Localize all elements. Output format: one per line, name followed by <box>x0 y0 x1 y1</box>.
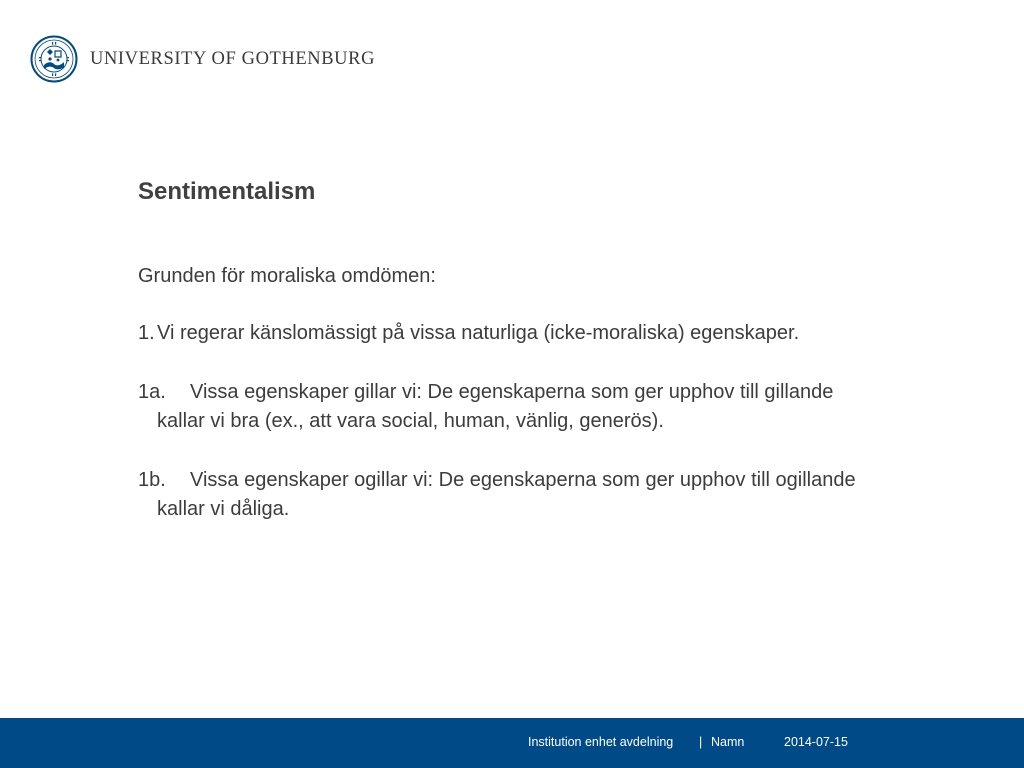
university-name: UNIVERSITY OF GOTHENBURG <box>90 48 376 69</box>
point-text <box>157 466 878 524</box>
point-number: 1a. <box>138 381 166 403</box>
footer-separator: | <box>699 735 703 749</box>
point-text-content: Vissa egenskaper ogillar vi: De egenskaperna som ger upphov till ogillande kallar vi dåliga. <box>157 469 856 520</box>
slide-title: Sentimentalism <box>138 178 316 205</box>
point-1 <box>138 319 878 348</box>
intro-text: Grunden för moraliska omdömen: <box>138 265 436 287</box>
footer-date: 2014-07-15 <box>784 735 848 749</box>
point-1a <box>138 378 878 436</box>
university-seal-icon <box>30 35 78 83</box>
university-logo <box>30 34 375 84</box>
slide-content <box>138 262 878 554</box>
point-number: 1b. <box>138 469 166 491</box>
point-number: 1. <box>138 322 155 344</box>
point-text: Vi regerar känslomässigt på vissa naturliga (icke-moraliska) egenskaper. <box>157 322 800 344</box>
point-text <box>157 378 878 436</box>
footer-bar <box>0 718 1024 768</box>
point-text-content: Vissa egenskaper gillar vi: De egenskaperna som ger upphov till gillande kallar vi bra (ex., att vara social, human, vänlig, generös). <box>157 381 834 432</box>
footer-name: Namn <box>711 735 745 749</box>
point-1b <box>138 466 878 524</box>
footer-institution: Institution enhet avdelning <box>528 735 674 749</box>
